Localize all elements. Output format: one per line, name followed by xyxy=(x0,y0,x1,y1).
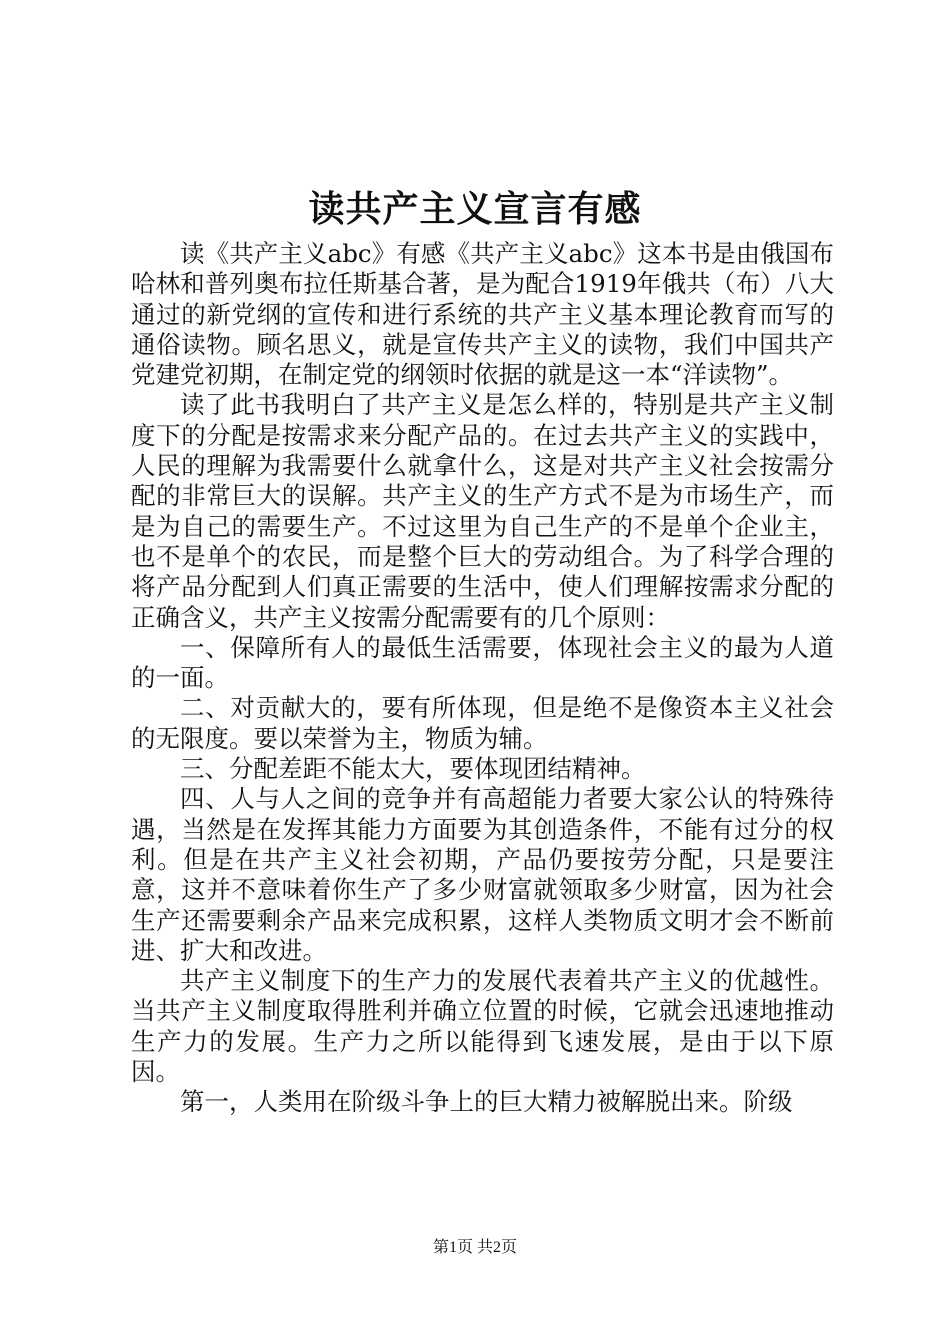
paragraph-principle-3: 三、分配差距不能太大，要体现团结精神。 xyxy=(180,754,646,784)
document-body xyxy=(131,239,834,1118)
page-title: 读共产主义宣言有感 xyxy=(308,189,642,230)
paragraph-1: 读《共产主义abc》有感《共产主义abc》这本书是由俄国布哈林和普列奥布拉任斯基合著，是为配合1919年俄共（布）八大通过的新党纲的宣传和进行系统的共产主义基本理论教育而写的通俗读物。顾名思义，就是宣传共产主义的读物，我们中国共产党建党初期，在制定党的纲领时依据的就是这一本“洋读物”。 xyxy=(131,239,834,390)
paragraph-2: 读了此书我明白了共产主义是怎么样的，特别是共产主义制度下的分配是按需求来分配产品的。在过去共产主义的实践中，人民的理解为我需要什么就拿什么，这是对共产主义社会按需分配的非常巨大的误解。共产主义的生产方式不是为市场生产，而是为自己的需要生产。不过这里为自己生产的不是单个企业主，也不是单个的农民，而是整个巨大的劳动组合。为了科学合理的将产品分配到人们真正需要的生活中，使人们理解按需求分配的正确含义，共产主义按需分配需要有的几个原则： xyxy=(131,390,834,632)
paragraph-reason-1: 第一，人类用在阶级斗争上的巨大精力被解脱出来。阶级 xyxy=(180,1087,793,1117)
paragraph-principle-1: 一、保障所有人的最低生活需要，体现社会主义的最为人道的一面。 xyxy=(131,632,834,693)
paragraph-principle-2: 二、对贡献大的，要有所体现，但是绝不是像资本主义社会的无限度。要以荣誉为主，物质为辅。 xyxy=(131,693,834,753)
page-footer: 第1页 共2页 xyxy=(432,1239,517,1256)
paragraph-productivity: 共产主义制度下的生产力的发展代表着共产主义的优越性。当共产主义制度取得胜利并确立位置的时候，它就会迅速地推动生产力的发展。生产力之所以能得到飞速发展，是由于以下原因。 xyxy=(131,966,834,1087)
paragraph-principle-4: 四、人与人之间的竞争并有高超能力者要大家公认的特殊待遇，当然是在发挥其能力方面要为其创造条件，不能有过分的权利。但是在共产主义社会初期，产品仍要按劳分配，只是要注意，这并不意味着你生产了多少财富就领取多少财富，因为社会生产还需要剩余产品来完成积累，这样人类物质文明才会不断前进、扩大和改进。 xyxy=(131,784,834,965)
